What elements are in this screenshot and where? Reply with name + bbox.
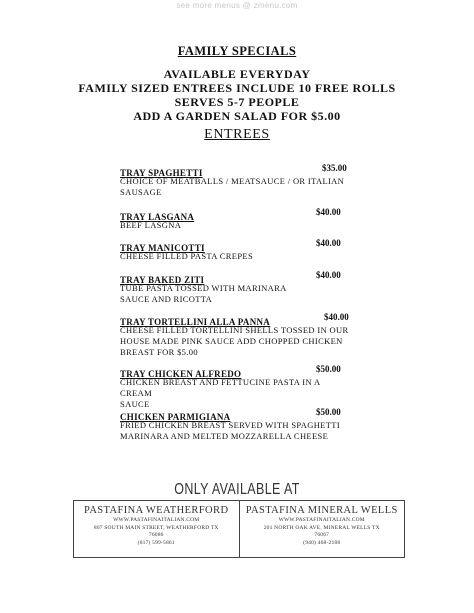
item-description: CHOICE OF MEATBALLS / MEATSAUCE / OR ITALIAN SAUSAGE	[120, 176, 345, 197]
item-name: TRAY MANICOTTI	[120, 243, 205, 253]
specials-line: SERVES 5-7 PEOPLE	[174, 95, 300, 109]
item-name: TRAY SPAGHETTI	[120, 168, 203, 178]
item-price: $40.00	[316, 207, 341, 217]
availability-heading: ONLY AVAILABLE AT	[174, 481, 300, 498]
item-description: TUBE PASTA TOSSED WITH MARINARA SAUCE AND RICOTTA	[120, 283, 287, 304]
specials-line: ADD A GARDEN SALAD FOR $5.00	[133, 109, 341, 123]
location-name: PASTAFINA MINERAL WELLS	[245, 505, 398, 516]
location-website[interactable]: WWW.PASTAFINAITALIAN.COM	[278, 517, 365, 523]
location-phone: (817) 599-5861	[137, 539, 175, 546]
item-description: BEEF LASGNA	[120, 220, 182, 230]
specials-line: AVAILABLE EVERYDAY	[163, 67, 311, 81]
menu-item-chicken-parmigiana	[120, 407, 352, 442]
item-description: CHICKEN BREAST AND FETTUCINE PASTA IN A CREAM SAUCE	[120, 377, 320, 409]
family-specials-title: FAMILY SPECIALS	[177, 44, 297, 58]
item-price: $50.00	[316, 407, 341, 417]
menu-item-tray-lasgana	[120, 207, 352, 231]
location-phone: (940) 468-2188	[303, 539, 341, 546]
location-address: 807 SOUTH MAIN STREET, WEATHERFORD TX	[93, 524, 219, 531]
watermark-text: see more menus @ zmenu.com	[176, 1, 298, 10]
specials-line: FAMILY SIZED ENTREES INCLUDE 10 FREE ROLLS	[78, 81, 396, 95]
item-description: FRIED CHICKEN BREAST SERVED WITH SPAGHETTI MARINARA AND MELTED MOZZARELLA CHEESE	[120, 420, 340, 441]
location-zip: 76067	[314, 532, 330, 538]
locations-box	[73, 500, 405, 558]
item-description: CHEESE FILLED PASTA CREPES	[120, 251, 254, 261]
location-zip: 76086	[148, 532, 164, 538]
menu-item-tray-spaghetti	[120, 163, 352, 198]
item-name: TRAY BAKED ZITI	[120, 275, 205, 285]
location-name: PASTAFINA WEATHERFORD	[84, 505, 229, 516]
item-name: CHICKEN PARMIGIANA	[120, 412, 231, 422]
item-price: $40.00	[324, 312, 349, 322]
item-name: TRAY LASGANA	[120, 212, 195, 222]
location-website[interactable]: WWW.PASTAFINAITALIAN.COM	[113, 517, 200, 523]
location-mineral-wells	[239, 501, 405, 557]
item-name: TRAY TORTELLINI ALLA PANNA	[120, 317, 271, 327]
menu-item-tray-chicken-alfredo	[120, 364, 352, 410]
item-price: $35.00	[322, 163, 347, 173]
item-price: $40.00	[316, 238, 341, 248]
item-price: $50.00	[316, 364, 341, 374]
location-address: 201 NORTH OAK AVE, MINERAL WELLS TX	[263, 524, 380, 531]
menu-item-tray-baked-ziti	[120, 270, 352, 305]
menu-item-tray-manicotti	[120, 238, 352, 262]
family-specials-info	[0, 67, 474, 123]
item-name: TRAY CHICKEN ALFREDO	[120, 369, 242, 379]
menu-item-tray-tortellini	[120, 312, 352, 358]
item-price: $40.00	[316, 270, 341, 280]
location-weatherford	[74, 501, 239, 557]
item-description: CHEESE FILLED TORTELLINI SHELLS TOSSED IN OUR HOUSE MADE PINK SAUCE ADD CHOPPED CHICKEN BREAST FOR $5.00	[120, 325, 349, 357]
entrees-title: ENTREES	[204, 127, 270, 142]
